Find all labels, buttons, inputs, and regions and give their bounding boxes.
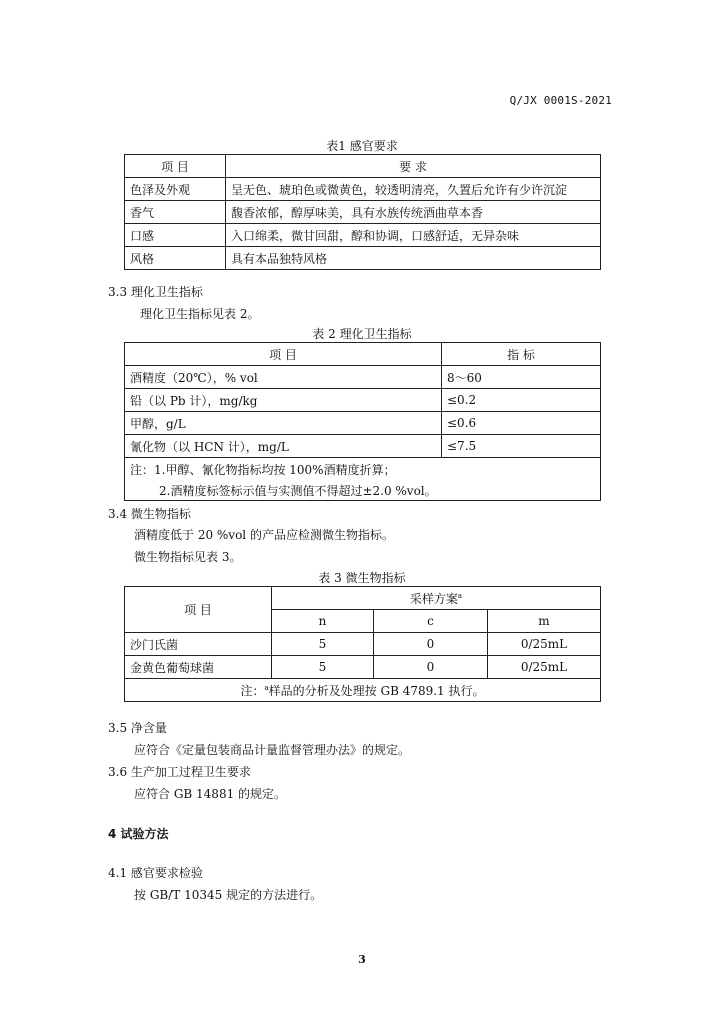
table-cell: ≤7.5 [442,435,601,458]
table-cell: 具有本品独特风格 [226,247,601,270]
table-cell: 铅（以 Pb 计），mg/kg [125,389,442,412]
header-cell: 指 标 [442,343,601,366]
header-cell: 项 目 [125,343,442,366]
section-heading: 3.3 理化卫生指标 [108,285,203,299]
header-cell: n [272,610,374,633]
note-text: 样品的分析及处理按 GB 4789.1 执行。 [268,683,485,698]
document-code: Q/JX 0001S-2021 [509,94,612,107]
header-cell: m [488,610,601,633]
sampling-plan-label: 采样方案 [409,591,458,606]
table-row [125,389,601,412]
table-header-row [125,587,601,610]
table-row [125,247,601,270]
table-row [125,178,601,201]
paragraph: 酒精度低于 20 %vol 的产品应检测微生物指标。 [134,528,394,542]
table-cell: 0/25mL [488,656,601,679]
table-cell: 香气 [125,201,226,224]
table-cell: 呈无色、琥珀色或微黄色，较透明清亮，久置后允许有少许沉淀 [226,178,601,201]
table-cell: 8～60 [442,366,601,389]
table-cell: 酒精度（20℃），% vol [125,366,442,389]
table-cell: 风格 [125,247,226,270]
section-heading: 3.5 净含量 [108,721,167,735]
physicochemical-table [124,342,601,501]
section-heading: 4.1 感官要求检验 [108,866,203,880]
table-row [125,412,601,435]
table-cell: 入口绵柔，微甘回甜，醇和协调，口感舒适，无异杂味 [226,224,601,247]
header-cell [272,587,601,610]
table-note-row [125,458,601,481]
header-cell: 要 求 [226,155,601,178]
table-cell: 5 [272,633,374,656]
table-header-row [125,343,601,366]
table1-caption: 表1 感官要求 [326,139,398,153]
table-cell: 沙门氏菌 [125,633,272,656]
table-cell: 0 [374,633,488,656]
microbial-table [124,586,601,702]
table-note-row [125,480,601,501]
paragraph: 理化卫生指标见表 2。 [140,307,260,321]
table-cell: 口感 [125,224,226,247]
table-row [125,435,601,458]
paragraph: 微生物指标见表 3。 [134,550,242,564]
table-cell: 甲醇，g/L [125,412,442,435]
section-heading: 3.6 生产加工过程卫生要求 [108,765,251,779]
paragraph: 应符合 GB 14881 的规定。 [134,787,287,801]
footnote-mark: a [457,591,463,600]
table-row [125,633,601,656]
table-cell: 氰化物（以 HCN 计），mg/L [125,435,442,458]
table-cell: ≤0.2 [442,389,601,412]
table-cell: ≤0.6 [442,412,601,435]
header-cell: c [374,610,488,633]
table2-caption: 表 2 理化卫生指标 [312,327,412,341]
footnote-mark: a [264,683,269,692]
table-cell: 0/25mL [488,633,601,656]
paragraph: 应符合《定量包装商品计量监督管理办法》的规定。 [134,743,411,757]
table-cell: 0 [374,656,488,679]
table-cell: 馥香浓郁，醇厚味美，具有水族传统酒曲草本香 [226,201,601,224]
table-cell: 金黄色葡萄球菌 [125,656,272,679]
chapter-heading: 4 试验方法 [108,827,169,841]
table-row [125,201,601,224]
table-note: 注：1.甲醇、氰化物指标均按 100%酒精度折算； [125,458,601,481]
table-cell: 5 [272,656,374,679]
header-cell: 项 目 [125,587,272,633]
table-row [125,656,601,679]
sensory-table [124,154,601,270]
table-note-row [125,679,601,702]
table3-caption: 表 3 微生物指标 [318,571,406,585]
page-number: 3 [358,953,366,966]
table-note [125,679,601,702]
table-row [125,366,601,389]
table-row [125,224,601,247]
table-note: 2.酒精度标签标示值与实测值不得超过±2.0 %vol。 [125,480,601,501]
header-cell: 项 目 [125,155,226,178]
table-cell: 色泽及外观 [125,178,226,201]
section-heading: 3.4 微生物指标 [108,507,191,521]
paragraph: 按 GB/T 10345 规定的方法进行。 [134,888,323,902]
note-prefix: 注： [240,683,265,698]
table-header-row [125,155,601,178]
